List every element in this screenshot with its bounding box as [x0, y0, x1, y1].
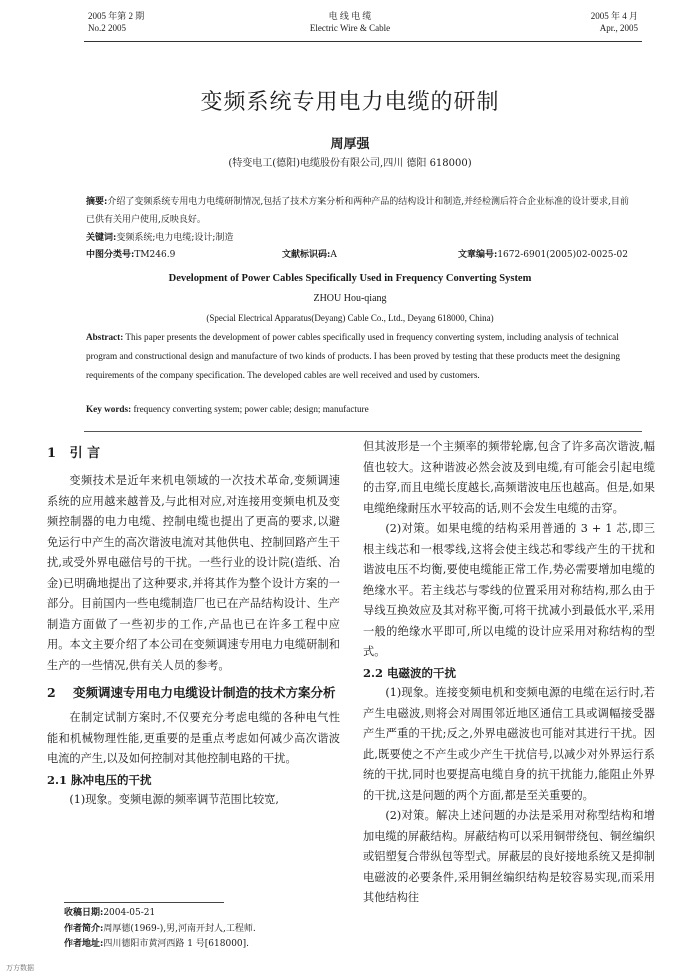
subsection-2-2-heading: 2.2 电磁波的干扰: [363, 665, 457, 680]
footnote-received: 收稿日期:2004-05-21: [64, 908, 156, 918]
english-title: Development of Power Cables Specifically Used in Frequency Converting System: [168, 273, 532, 284]
abstract-en: [86, 328, 632, 385]
section-2-heading: [47, 682, 340, 704]
keywords-en: [86, 400, 632, 418]
subsection-2-1-heading: 2.1 脉冲电压的干扰: [47, 772, 152, 787]
footnote-bio: 作者简介:周厚德(1969-),男,河南开封人,工程师.: [64, 923, 256, 934]
header-issue-cn: 2005 年第 2 期: [88, 11, 145, 21]
keywords-en-label: Key words:: [86, 404, 132, 414]
watermark: 万方数据: [6, 964, 34, 972]
header-date-cn: 2005 年 4 月: [590, 11, 638, 21]
subsection-2-1-paragraph: (1)现象。变频电源的频率调节范围比较宽,: [69, 793, 279, 806]
right-column: [363, 437, 655, 909]
author-affiliation: (特变电工(德阳)电缆股份有限公司,四川 德阳 618000): [228, 158, 472, 169]
clc-number: 中图分类号:TM246.9: [86, 250, 176, 260]
keywords-cn-text: 变频系统;电力电缆;设计;制造: [116, 233, 234, 243]
right-paragraph-4: (2)对策。解决上述问题的办法是采用对称型结构和增加电缆的屏蔽结构。屏蔽结构可以采用铜带绕包、铜丝编织或铝塑复合带纵包等型式。屏蔽层的良好接地系统又是抑制电磁波的必要条件,采用铜丝编织结构是较容易实现,而采用其他结构往: [363, 809, 655, 904]
keywords-en-text: frequency converting system; power cable; design; manufacture: [133, 404, 369, 414]
header-journal-cn: 电 线 电 缆: [328, 11, 372, 21]
document-code: 文献标识码:A: [282, 250, 337, 260]
english-affiliation: (Special Electrical Apparatus(Deyang) Cable Co., Ltd., Deyang 618000, China): [206, 313, 494, 323]
section-1-title: 引 言: [69, 446, 101, 461]
abstract-en-label: Abstract:: [86, 332, 124, 342]
section-2-number: 2: [47, 685, 56, 700]
section-1-paragraph: 变频技术是近年来机电领域的一次技术革命,变频调速系统的应用越来越普及,与此相对应,对连接用变频电机及变频控制器的电力电缆、控制电缆也提出了更高的要求,以避免运行中产生的高次谐波电流对其他供电、控制回路产生干扰,或受外界电磁信号的干扰。一些行业的设计院(造纸、冶金)已明确地提出了这种要求,并将其作为整个设计方案的一部分。目前国内一些电缆制造厂也已在产品结构设计、生产制造方面做了一些初步的工作,产品也已在许多工程中应用。本文主要介绍了本公司在变频调速专用电力电缆研制和生产的一些情况,供有关人员的参考。: [47, 474, 340, 672]
abstract-divider: [84, 431, 642, 432]
keywords-cn-label: 关键词:: [86, 233, 117, 243]
paper-title: 变频系统专用电力电缆的研制: [200, 90, 500, 115]
keywords-cn: [86, 229, 632, 247]
footnote: [64, 906, 354, 953]
header-date-en: Apr., 2005: [599, 23, 638, 33]
right-paragraph-2: (2)对策。如果电缆的结构采用普通的 3 + 1 芯,即三根主线芯和一根零线,这将会使主线芯和零线产生的干扰和谐波电压不均衡,要使电缆能正常工作,势必需要增加电缆的绝缘水平。若主线芯与零线的位置采用对称结构,那么由于导线互换效应及其对称平衡,可将干扰减小到最低水平,采用一般的绝缘水平即可,所以电缆的设计应采用对称结构的型式。: [363, 522, 655, 658]
left-column: [47, 437, 340, 811]
abstract-cn: [86, 193, 632, 229]
section-1-number: 1: [47, 446, 57, 461]
abstract-cn-label: 摘要:: [86, 197, 108, 207]
header-divider: [84, 41, 642, 42]
author-name: 周厚强: [330, 137, 370, 152]
header-journal-en: Electric Wire & Cable: [309, 23, 391, 33]
header-date: [591, 10, 638, 34]
classification-row: [86, 247, 632, 263]
section-1-heading: [47, 443, 340, 465]
section-2-paragraph: 在制定试制方案时,不仅要充分考虑电缆的各种电气性能和机械物理性能,更重要的是重点考虑如何减少高次谐波电流的产生,以及如何控制对其他控制电路的干扰。: [47, 711, 340, 765]
abstract-cn-text: 介绍了变频系统专用电力电缆研制情况,包括了技术方案分析和两种产品的结构设计和制造,并经检测后符合企业标准的设计要求,目前已供有关用户使用,反映良好。: [86, 197, 629, 225]
right-paragraph-3: (1)现象。连接变频电机和变频电源的电缆在运行时,若产生电磁波,则将会对周围邻近地区通信工具或调幅接受器产生严重的干扰;反之,外界电磁波也可能对其进行干扰。因此,既要使之不产生或少产生干扰信号,以减少对外界运行系统的干扰,同时也要提高电缆自身的抗干扰能力,能阻止外界的干扰,这是问题的两个方面,都是至关重要的。: [363, 686, 655, 802]
header-issue-en: No.2 2005: [88, 23, 126, 33]
article-number: 文章编号:1672-6901(2005)02-0025-02: [458, 250, 628, 260]
footnote-divider: [64, 902, 224, 903]
section-2-title: 变频调速专用电力电缆设计制造的技术方案分析: [73, 685, 336, 700]
abstract-en-text: This paper presents the development of power cables specifically used in frequency converting system, including analysis of technical program and constructional design and manufacture of two kinds of products. I has been proved by testing that these products meet the designing requirements of the company specification. The developed cables are well received and used by customers.: [86, 332, 621, 380]
right-paragraph-1: 但其波形是一个主频率的频带轮廓,包含了许多高次谐波,幅值也较大。这种谐波必然会波及到电缆,有可能会引起电缆的击穿,而且电缆长度越长,高频谐波电压也越高。但是,如果电缆绝缘耐压水平较高的话,则不会发生电缆的击穿。: [363, 440, 655, 515]
footnote-address: 作者地址:四川德阳市黄河西路 1 号[618000].: [64, 939, 250, 949]
english-author: ZHOU Hou-qiang: [313, 293, 387, 304]
